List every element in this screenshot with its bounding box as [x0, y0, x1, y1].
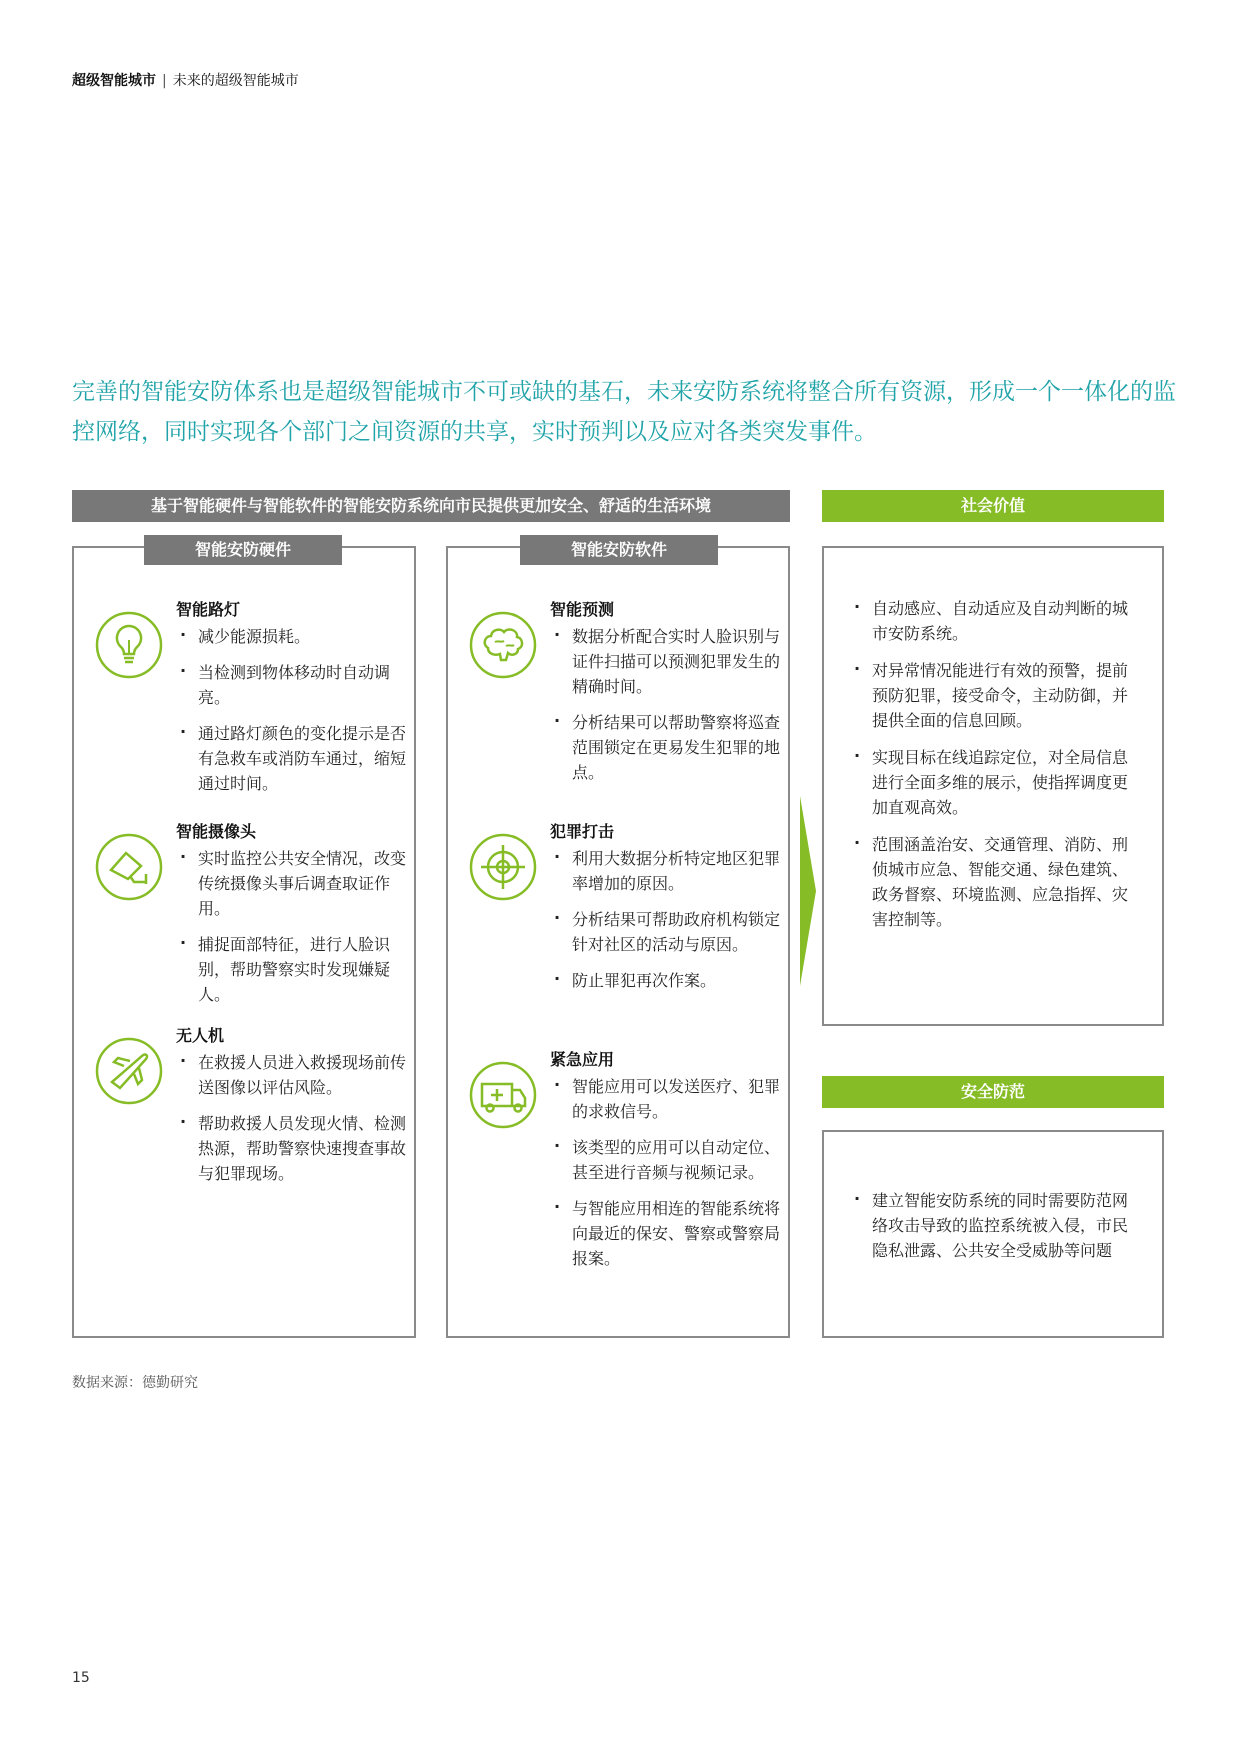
main-banner: 基于智能硬件与智能软件的智能安防系统向市民提供更加安全、舒适的生活环境 [72, 490, 790, 522]
feature-title: 紧急应用 [550, 1050, 615, 1069]
social-value-banner: 社会价值 [822, 490, 1164, 522]
feature-bullet: · 在救援人员进入救援现场前传送图像以评估风险。 [176, 1050, 416, 1100]
target-icon [468, 832, 538, 902]
hardware-panel [72, 540, 416, 1338]
feature-title: 犯罪打击 [550, 822, 615, 841]
feature-bullet: · 通过路灯颜色的变化提示是否有急救车或消防车通过，缩短通过时间。 [176, 721, 416, 796]
hardware-panel-tag: 智能安防硬件 [144, 535, 342, 565]
feature-title: 智能路灯 [176, 600, 241, 619]
feature-title: 智能摄像头 [176, 822, 257, 841]
lightbulb-icon [94, 610, 164, 680]
header-separator: | [162, 73, 167, 89]
feature-title: 无人机 [176, 1026, 225, 1045]
feature-bullet: · 减少能源损耗。 [176, 624, 416, 649]
ambulance-icon [468, 1060, 538, 1130]
feature-bullet: · 数据分析配合实时人脸识别与证件扫描可以预测犯罪发生的精确时间。 [550, 624, 790, 699]
feature-bullet: · 智能应用可以发送医疗、犯罪的求救信号。 [550, 1074, 790, 1124]
value-bullet: · 自动感应、自动适应及自动判断的城市安防系统。 [850, 596, 1140, 646]
social-value-panel [822, 546, 1164, 1026]
header-subtitle: 未来的超级智能城市 [172, 73, 299, 89]
arrow-right-icon [800, 796, 816, 986]
feature-bullet: · 捕捉面部特征，进行人脸识别，帮助警察实时发现嫌疑人。 [176, 932, 416, 1007]
camera-icon [94, 832, 164, 902]
brain-icon [468, 610, 538, 680]
page-header [72, 70, 299, 90]
feature-bullet: · 分析结果可以帮助警察将巡查范围锁定在更易发生犯罪的地点。 [550, 710, 790, 785]
page-number: 15 [72, 1670, 90, 1686]
software-panel [446, 540, 790, 1338]
feature-bullet: · 实时监控公共安全情况，改变传统摄像头事后调查取证作用。 [176, 846, 416, 921]
feature-title: 智能预测 [550, 600, 615, 619]
security-panel [822, 1130, 1164, 1338]
feature-bullet: · 利用大数据分析特定地区犯罪率增加的原因。 [550, 846, 790, 896]
value-bullet: · 实现目标在线追踪定位，对全局信息进行全面多维的展示，使指挥调度更加直观高效。 [850, 745, 1140, 820]
value-bullet: · 对异常情况能进行有效的预警，提前预防犯罪，接受命令，主动防御，并提供全面的信息回顾。 [850, 658, 1140, 733]
security-bullet: · 建立智能安防系统的同时需要防范网络攻击导致的监控系统被入侵，市民隐私泄露、公共安全受威胁等问题 [850, 1188, 1140, 1263]
software-panel-tag: 智能安防软件 [520, 535, 718, 565]
feature-bullet: · 帮助救援人员发现火情、检测热源，帮助警察快速搜查事故与犯罪现场。 [176, 1111, 416, 1186]
feature-bullet: · 该类型的应用可以自动定位、甚至进行音频与视频记录。 [550, 1135, 790, 1185]
drone-icon [94, 1036, 164, 1106]
feature-bullet: · 当检测到物体移动时自动调亮。 [176, 660, 416, 710]
feature-bullet: · 分析结果可帮助政府机构锁定针对社区的活动与原因。 [550, 907, 790, 957]
feature-bullet: · 与智能应用相连的智能系统将向最近的保安、警察或警察局报案。 [550, 1196, 790, 1271]
value-bullet: · 范围涵盖治安、交通管理、消防、刑侦城市应急、智能交通、绿色建筑、政务督察、环境监测、应急指挥、灾害控制等。 [850, 832, 1140, 932]
header-section: 超级智能城市 [72, 73, 156, 89]
intro-paragraph: 完善的智能安防体系也是超级智能城市不可或缺的基石，未来安防系统将整合所有资源，形成一个一体化的监控网络，同时实现各个部门之间资源的共享，实时预判以及应对各类突发事件。 [72, 379, 1176, 445]
feature-bullet: · 防止罪犯再次作案。 [550, 968, 790, 993]
security-banner: 安全防范 [822, 1076, 1164, 1108]
data-source: 数据来源：德勤研究 [72, 1375, 198, 1391]
